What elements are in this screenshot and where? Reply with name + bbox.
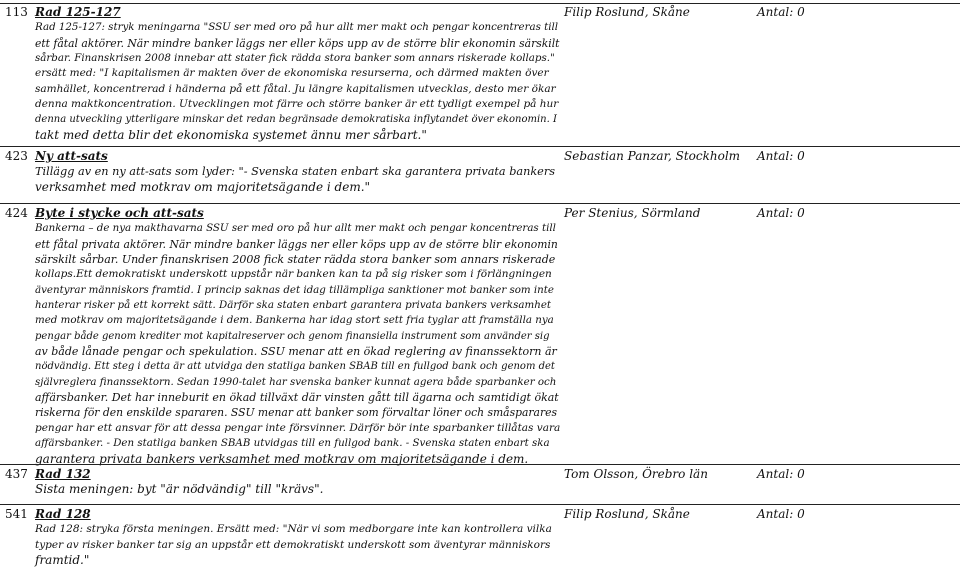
amendment-title: Byte i stycke och att-sats [35,206,204,220]
amendment-number: 424 [5,206,28,220]
text-line: ett fåtal aktörer. När mindre banker läggs ner eller köps upp av de större blir ekonomin särskilt [35,36,560,50]
text-line: självreglera finanssektorn. Sedan 1990-talet har svenska banker kunnat agera både sparbanker och [35,375,557,388]
text-line: Sista meningen: byt "är nödvändig" till "krävs". [35,482,324,497]
text-line: Rad 125-127: stryk meningarna "SSU ser med oro på hur allt mer makt och pengar koncentreras till [35,21,559,34]
text-line: Bankerna – de nya makthavarna SSU ser med oro på hur allt mer makt och pengar koncentreras till [35,222,556,235]
text-line: pengar både genom krediter mot kapitalreserver och genom finansiella instrument som använder sig [35,330,550,342]
text-line: sårbar. Finanskrisen 2008 innebar att stater fick rädda stora banker som annars riskerade kollaps." [35,52,555,65]
text-line: pengar har ett ansvar för att dessa pengar inte försvinner. Därför bör inte sparbanker tillåtas vara [35,421,561,434]
text-line: ersätt med: "I kapitalismen är makten över de ekonomiska resurserna, och därmed makten över [35,67,549,80]
text-line: av både lånade pengar och spekulation. SSU menar att en ökad reglering av finanssektorn är [35,345,557,359]
amendment-title: Rad 132 [35,467,91,481]
amendment-body [35,5,560,143]
text-line: garantera privata bankers verksamhet med motkrav om majoritetsägande i dem. [35,451,529,466]
text-line: denna maktkoncentration. Utvecklingen mot färre och större banker är ett tydligt exempel på hur [35,98,559,111]
text-line: samhället, koncentrerad i händerna på ett fåtal. Ju längre kapitalismen utvecklas, desto mer ökar [35,82,556,95]
amendment-number: 437 [5,467,28,481]
text-line: Rad 128: stryka första meningen. Ersätt med: "När vi som medborgare inte kan kontrollera vilka [35,523,552,536]
amendment-author: Per Stenius, Sörmland [564,206,701,220]
amendment-title: Rad 128 [35,507,91,521]
amendment-count: Antal: 0 [757,206,805,220]
divider [0,3,960,4]
text-line: affärsbanker. - Den statliga banken SBAB utvidgas till en fullgod bank. - Svenska staten enbart ska [35,437,550,450]
amendment-number: 541 [5,507,28,521]
amendment-body [35,149,560,195]
text-line: Tillägg av en ny att-sats som lyder: "- Svenska staten enbart ska garantera privata bankers [35,165,555,179]
amendment-count: Antal: 0 [757,149,805,163]
amendment-body [35,507,560,568]
text-line: affärsbanker. Det har inneburit en ökad tillväxt där vinsten gått till ägarna och samtidigt ökat [35,391,559,405]
divider [0,146,960,147]
text-line: framtid." [35,553,90,568]
amendment-body [35,206,560,467]
amendment-author: Filip Roslund, Skåne [564,507,690,521]
text-line: nödvändig. Ett steg i detta är att utvidga den statliga banken SBAB till en fullgod bank och genom det [35,361,555,373]
amendment-number: 113 [5,5,28,19]
amendment-title: Ny att-sats [35,149,108,163]
text-line: riskerna för den enskilde spararen. SSU menar att banker som förvaltar löner och småsparares [35,406,557,420]
text-line: verksamhet med motkrav om majoritetsägande i dem." [35,179,371,194]
text-line: kollaps.Ett demokratiskt underskott uppstår när banken kan ta på sig risker som i förlängningen [35,268,552,281]
amendment-author: Sebastian Panzar, Stockholm [564,149,741,163]
text-line: ett fåtal privata aktörer. När mindre banker läggs ner eller köps upp av de större blir ekonomin [35,237,558,251]
divider [0,464,960,465]
text-line: denna utveckling ytterligare minskar det redan begränsade demokratiska inflytandet över ekonomin. I [35,114,557,126]
text-line: med motkrav om majoritetsägande i dem. Bankerna har idag stort sett fria tyglar att framställa nya [35,314,554,327]
text-line: särskilt sårbar. Under finanskrisen 2008 fick stater rädda stora banker som annars riskerade [35,253,556,267]
text-line: takt med detta blir det ekonomiska systemet ännu mer sårbart." [35,127,427,142]
text-line: äventyrar människors framtid. I princip saknas det idag tillämpliga sanktioner mot banker som inte [35,283,554,296]
amendment-body [35,467,560,498]
amendment-author: Tom Olsson, Örebro län [564,467,708,481]
amendment-number: 423 [5,149,28,163]
text-line: typer av risker banker tar sig an uppstår ett demokratiskt underskott som äventyrar människors [35,538,551,551]
amendment-count: Antal: 0 [757,467,805,481]
amendment-title: Rad 125-127 [35,5,121,19]
amendment-count: Antal: 0 [757,5,805,19]
text-line: hanterar risker på ett korrekt sätt. Därför ska staten enbart garantera privata bankers verksamhet [35,299,552,312]
divider [0,203,960,204]
divider [0,504,960,505]
amendment-author: Filip Roslund, Skåne [564,5,690,19]
amendment-count: Antal: 0 [757,507,805,521]
